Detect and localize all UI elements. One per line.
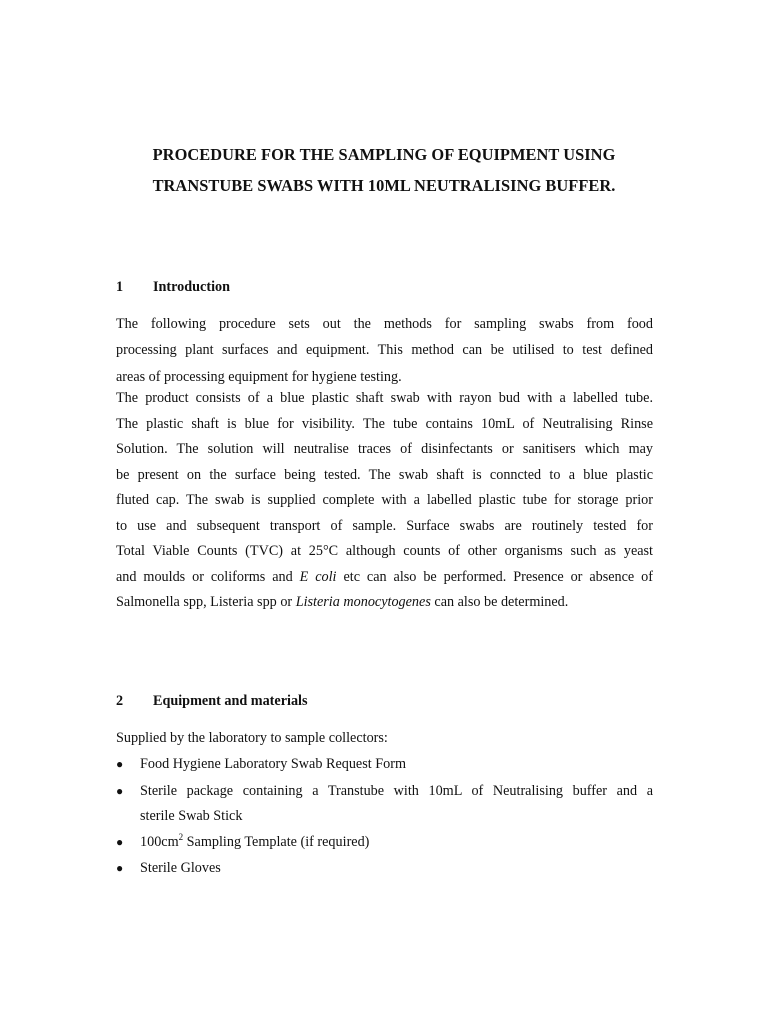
bullet-3-superscript: 2 — [178, 832, 184, 842]
bullet-4-text: Sterile Gloves — [140, 860, 221, 876]
intro-p2-line-5: fluted cap. The swab is supplied complete with a labelled plastic tube for storage prior — [116, 492, 653, 508]
document-title-line-2: TRANSTUBE SWABS WITH 10ML NEUTRALISING BUFFER. — [152, 176, 616, 195]
intro-paragraph-1 — [116, 311, 653, 390]
section-2-heading — [116, 692, 308, 710]
intro-p2-line-9-italic: Listeria monocytogenes — [295, 594, 431, 610]
intro-p2-line-8-part-b: etc can also be performed. Presence or absence of — [336, 568, 653, 585]
intro-p2-line-9-part-b: can also be determined. — [430, 594, 569, 610]
bullet-1-text: Food Hygiene Laboratory Swab Request Form — [140, 756, 406, 772]
intro-p2-line-1: The product consists of a blue plastic shaft swab with rayon bud with a labelled tube. — [116, 390, 653, 406]
intro-p2-line-4: be present on the surface being tested. The swab shaft is conncted to a blue plastic — [116, 466, 653, 483]
intro-p2-line-3: Solution. The solution will neutralise traces of disinfectants or sanitisers which may — [116, 441, 653, 457]
section-2-intro: Supplied by the laboratory to sample collectors: — [116, 730, 388, 746]
bullet-2-line-1: Sterile package containing a Transtube with 10mL of Neutralising buffer and a — [140, 783, 653, 799]
bullet-3-text-b: Sampling Template (if required) — [183, 834, 370, 850]
intro-p1-line-2: processing plant surfaces and equipment. This method can be utilised to test defined — [116, 342, 653, 359]
intro-p2-line-2: The plastic shaft is blue for visibility. The tube contains 10mL of Neutralising Rinse — [116, 415, 653, 432]
bullet-2-line-2: sterile Swab Stick — [140, 808, 243, 824]
intro-p1-line-3: areas of processing equipment for hygiene testing. — [116, 368, 402, 385]
intro-p2-line-8-part-a: and moulds or coliforms and — [116, 568, 300, 585]
section-1-heading — [116, 278, 230, 296]
document-title-line-1: PROCEDURE FOR THE SAMPLING OF EQUIPMENT USING — [152, 145, 616, 164]
intro-paragraph-2 — [116, 386, 653, 616]
bullet-icon: ● — [116, 835, 124, 849]
bullet-3-text-a: 100cm — [140, 834, 179, 850]
intro-p2-line-7: Total Viable Counts (TVC) at 25°C although counts of other organisms such as yeast — [116, 543, 653, 559]
intro-p2-line-9-part-a: Salmonella spp, Listeria spp or — [116, 594, 296, 610]
list-item — [116, 779, 653, 829]
section-2-title: Equipment and materials — [153, 693, 308, 709]
bullet-icon: ● — [116, 784, 124, 798]
intro-p2-line-8 — [116, 565, 653, 591]
intro-p2-line-8-italic: E coli — [299, 568, 337, 585]
bullet-icon: ● — [116, 757, 124, 771]
bullet-icon: ● — [116, 861, 124, 875]
section-2-number: 2 — [116, 693, 124, 709]
intro-p1-line-1: The following procedure sets out the methods for sampling swabs from food — [116, 316, 653, 332]
intro-p2-line-6: to use and subsequent transport of sample. Surface swabs are routinely tested for — [116, 517, 653, 534]
section-1-title: Introduction — [153, 279, 230, 295]
intro-p2-line-9 — [116, 590, 653, 616]
section-1-number: 1 — [116, 279, 124, 295]
